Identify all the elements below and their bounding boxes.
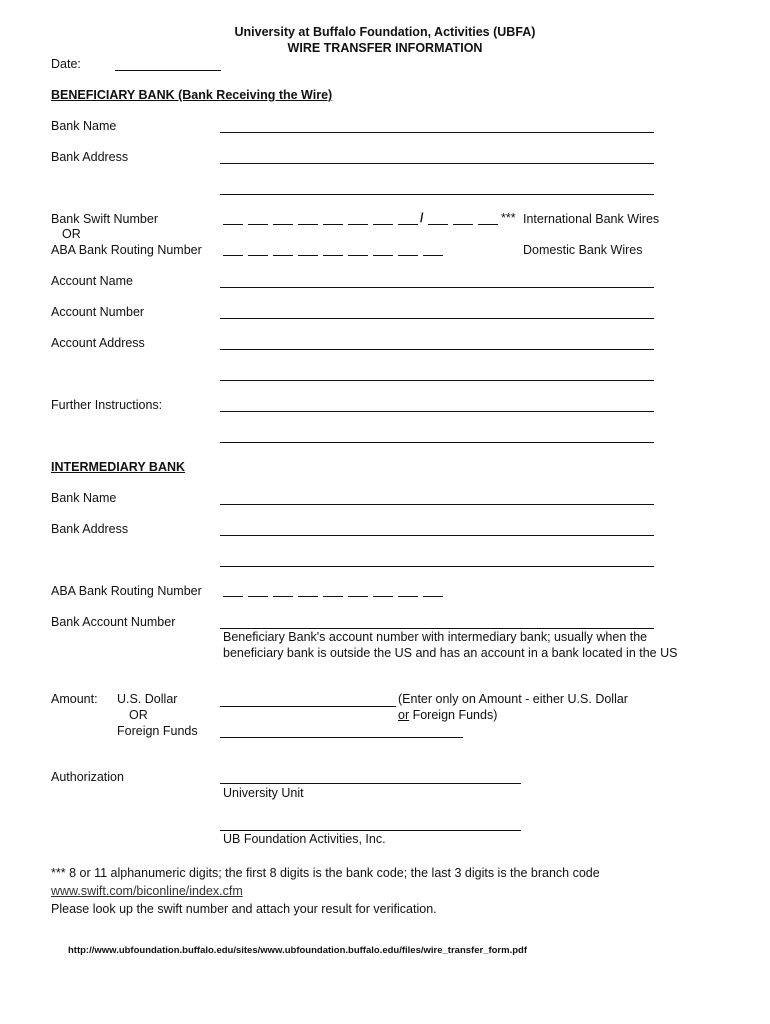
university-unit-field[interactable] (220, 783, 521, 784)
intermediary-bank-name-label: Bank Name (51, 491, 117, 505)
amount-label: Amount: (51, 692, 98, 706)
aba-label: ABA Bank Routing Number (51, 243, 202, 257)
account-name-field[interactable] (220, 287, 654, 288)
account-name-label: Account Name (51, 274, 133, 288)
date-label: Date: (51, 57, 81, 71)
amount-note-line-1: (Enter only on Amount - either U.S. Dollar (398, 692, 628, 706)
swift-footnote: *** 8 or 11 alphanumeric digits; the first 8 digits is the bank code; the last 3 digits is the branch code (51, 866, 600, 880)
beneficiary-bank-address-field-1[interactable] (220, 163, 654, 164)
beneficiary-bank-name-field[interactable] (220, 132, 654, 133)
intermediary-aba-label: ABA Bank Routing Number (51, 584, 202, 598)
intermediary-account-label: Bank Account Number (51, 615, 176, 629)
swift-label: Bank Swift Number (51, 212, 158, 226)
account-number-field[interactable] (220, 318, 654, 319)
swift-stars: *** (501, 211, 516, 225)
intermediary-heading: INTERMEDIARY BANK (51, 460, 186, 474)
ubfa-signature-field[interactable] (220, 830, 521, 831)
intermediary-note-line-1: Beneficiary Bank's account number with intermediary bank; usually when the (223, 630, 648, 644)
amount-note-line-2 (398, 708, 497, 722)
swift-or-label: OR (62, 227, 81, 241)
usd-amount-field[interactable] (220, 706, 396, 707)
foreign-amount-field[interactable] (220, 737, 463, 738)
international-label: International Bank Wires (523, 212, 660, 226)
usd-label: U.S. Dollar (117, 692, 178, 706)
account-address-field-2[interactable] (220, 380, 654, 381)
amount-note-rest: Foreign Funds) (409, 708, 498, 722)
lookup-instruction: Please look up the swift number and attach your result for verification. (51, 902, 437, 916)
beneficiary-heading: BENEFICIARY BANK (Bank Receiving the Wire) (51, 88, 333, 102)
intermediary-bank-name-field[interactable] (220, 504, 654, 505)
further-instructions-field-2[interactable] (220, 442, 654, 443)
form-url: http://www.ubfoundation.buffalo.edu/sites/www.ubfoundation.buffalo.edu/files/wire_transfer_form.pdf (68, 945, 527, 956)
amount-or-label: OR (129, 708, 148, 722)
further-instructions-label: Further Instructions: (51, 398, 163, 412)
beneficiary-bank-name-label: Bank Name (51, 119, 117, 133)
form-title: WIRE TRANSFER INFORMATION (287, 41, 483, 55)
foreign-funds-label: Foreign Funds (117, 724, 198, 738)
beneficiary-bank-address-field-2[interactable] (220, 194, 654, 195)
intermediary-bank-address-label: Bank Address (51, 522, 129, 536)
intermediary-bank-address-field-2[interactable] (220, 566, 654, 567)
account-number-label: Account Number (51, 305, 145, 319)
beneficiary-bank-address-label: Bank Address (51, 150, 129, 164)
domestic-label: Domestic Bank Wires (523, 243, 643, 257)
form-org-title: University at Buffalo Foundation, Activities (UBFA) (234, 25, 536, 39)
swift-lookup-link[interactable]: www.swift.com/biconline/index.cfm (51, 884, 243, 898)
date-field[interactable] (115, 70, 221, 71)
intermediary-account-field[interactable] (220, 628, 654, 629)
authorization-label: Authorization (51, 770, 124, 784)
amount-note-or: or (398, 708, 410, 722)
ubfa-label: UB Foundation Activities, Inc. (223, 832, 386, 846)
account-address-field-1[interactable] (220, 349, 654, 350)
account-address-label: Account Address (51, 336, 145, 350)
further-instructions-field-1[interactable] (220, 411, 654, 412)
swift-slash: / (420, 211, 424, 225)
intermediary-note-line-2: beneficiary bank is outside the US and has an account in a bank located in the US (223, 646, 678, 660)
university-unit-label: University Unit (223, 786, 304, 800)
intermediary-bank-address-field-1[interactable] (220, 535, 654, 536)
